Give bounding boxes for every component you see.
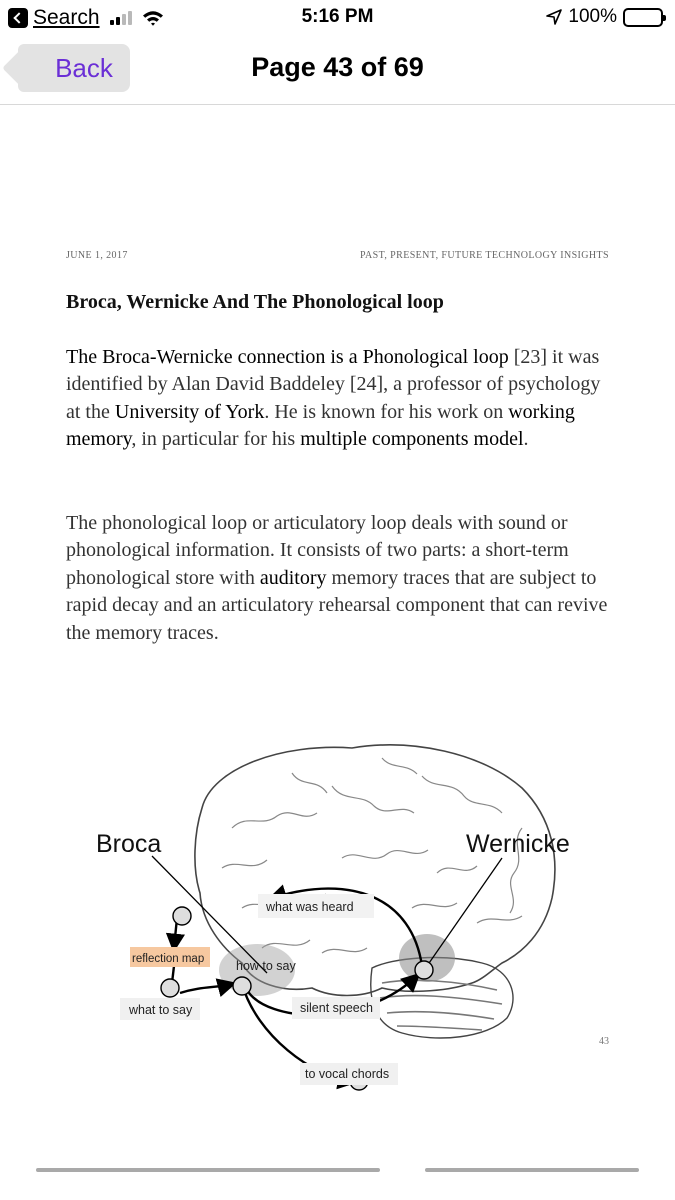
brain-diagram-figure: [82, 708, 602, 1081]
battery-icon: [623, 8, 663, 27]
battery-percentage: 100%: [568, 6, 617, 27]
page-number: 43: [599, 1036, 609, 1047]
label-how-to-say: how to say: [236, 959, 296, 973]
label-what-was-heard: what was heard: [266, 900, 354, 914]
link-auditory[interactable]: auditory: [259, 566, 327, 589]
node-broca-input: [173, 907, 191, 925]
paragraph-2: The phonological loop or articulatory loop deals with sound or phonological information. It consists of two parts: a short-term phonological store with auditory memory traces that are subject to rapid decay and an articulatory rehearsal component that can revive the memory traces.: [66, 512, 608, 644]
return-app-label[interactable]: Search: [33, 6, 100, 29]
horizontal-scroll-indicator-right[interactable]: [425, 1168, 639, 1172]
running-header-date: JUNE 1, 2017: [66, 250, 128, 261]
link-university-of-york[interactable]: University of York: [114, 400, 265, 423]
location-arrow-icon: [546, 9, 562, 25]
section-heading: Broca, Wernicke And The Phonological loop: [66, 291, 444, 313]
horizontal-scroll-indicator-left[interactable]: [36, 1168, 380, 1172]
link-working-memory[interactable]: working memory: [66, 400, 575, 451]
link-multiple-components-model[interactable]: multiple components model: [300, 428, 524, 451]
label-reflection-map: reflection map: [132, 953, 205, 965]
page-indicator-title: Page 43 of 69: [251, 52, 424, 82]
document-page: [0, 106, 675, 1166]
label-to-vocal-chords: to vocal chords: [305, 1067, 390, 1081]
running-header-series: PAST, PRESENT, FUTURE TECHNOLOGY INSIGHTS: [359, 250, 609, 261]
node-wernicke: [415, 961, 433, 979]
arrow-what-to-how: [180, 984, 232, 993]
node-how-to-say: [233, 977, 251, 995]
label-what-to-say: what to say: [129, 1003, 193, 1017]
clock: 5:16 PM: [301, 6, 374, 27]
back-button-label[interactable]: Back: [55, 52, 113, 83]
label-broca: Broca: [96, 830, 162, 858]
link-phonological-loop[interactable]: Phonological loop: [362, 346, 509, 368]
status-bar: [0, 0, 675, 34]
label-wernicke: Wernicke: [466, 830, 570, 858]
wernicke-pointer-line: [427, 858, 502, 966]
node-what-to-say: [161, 979, 179, 997]
paragraph-1: The Broca-Wernicke connection is a Phonological loop [23] it was identified by Alan David Baddeley [24], a professor of psychology at the University of York. He is known for his work on working memory, in particular for his multiple components model.: [66, 346, 601, 451]
navigation-bar: [0, 34, 675, 105]
label-silent-speech: silent speech: [300, 1001, 373, 1015]
